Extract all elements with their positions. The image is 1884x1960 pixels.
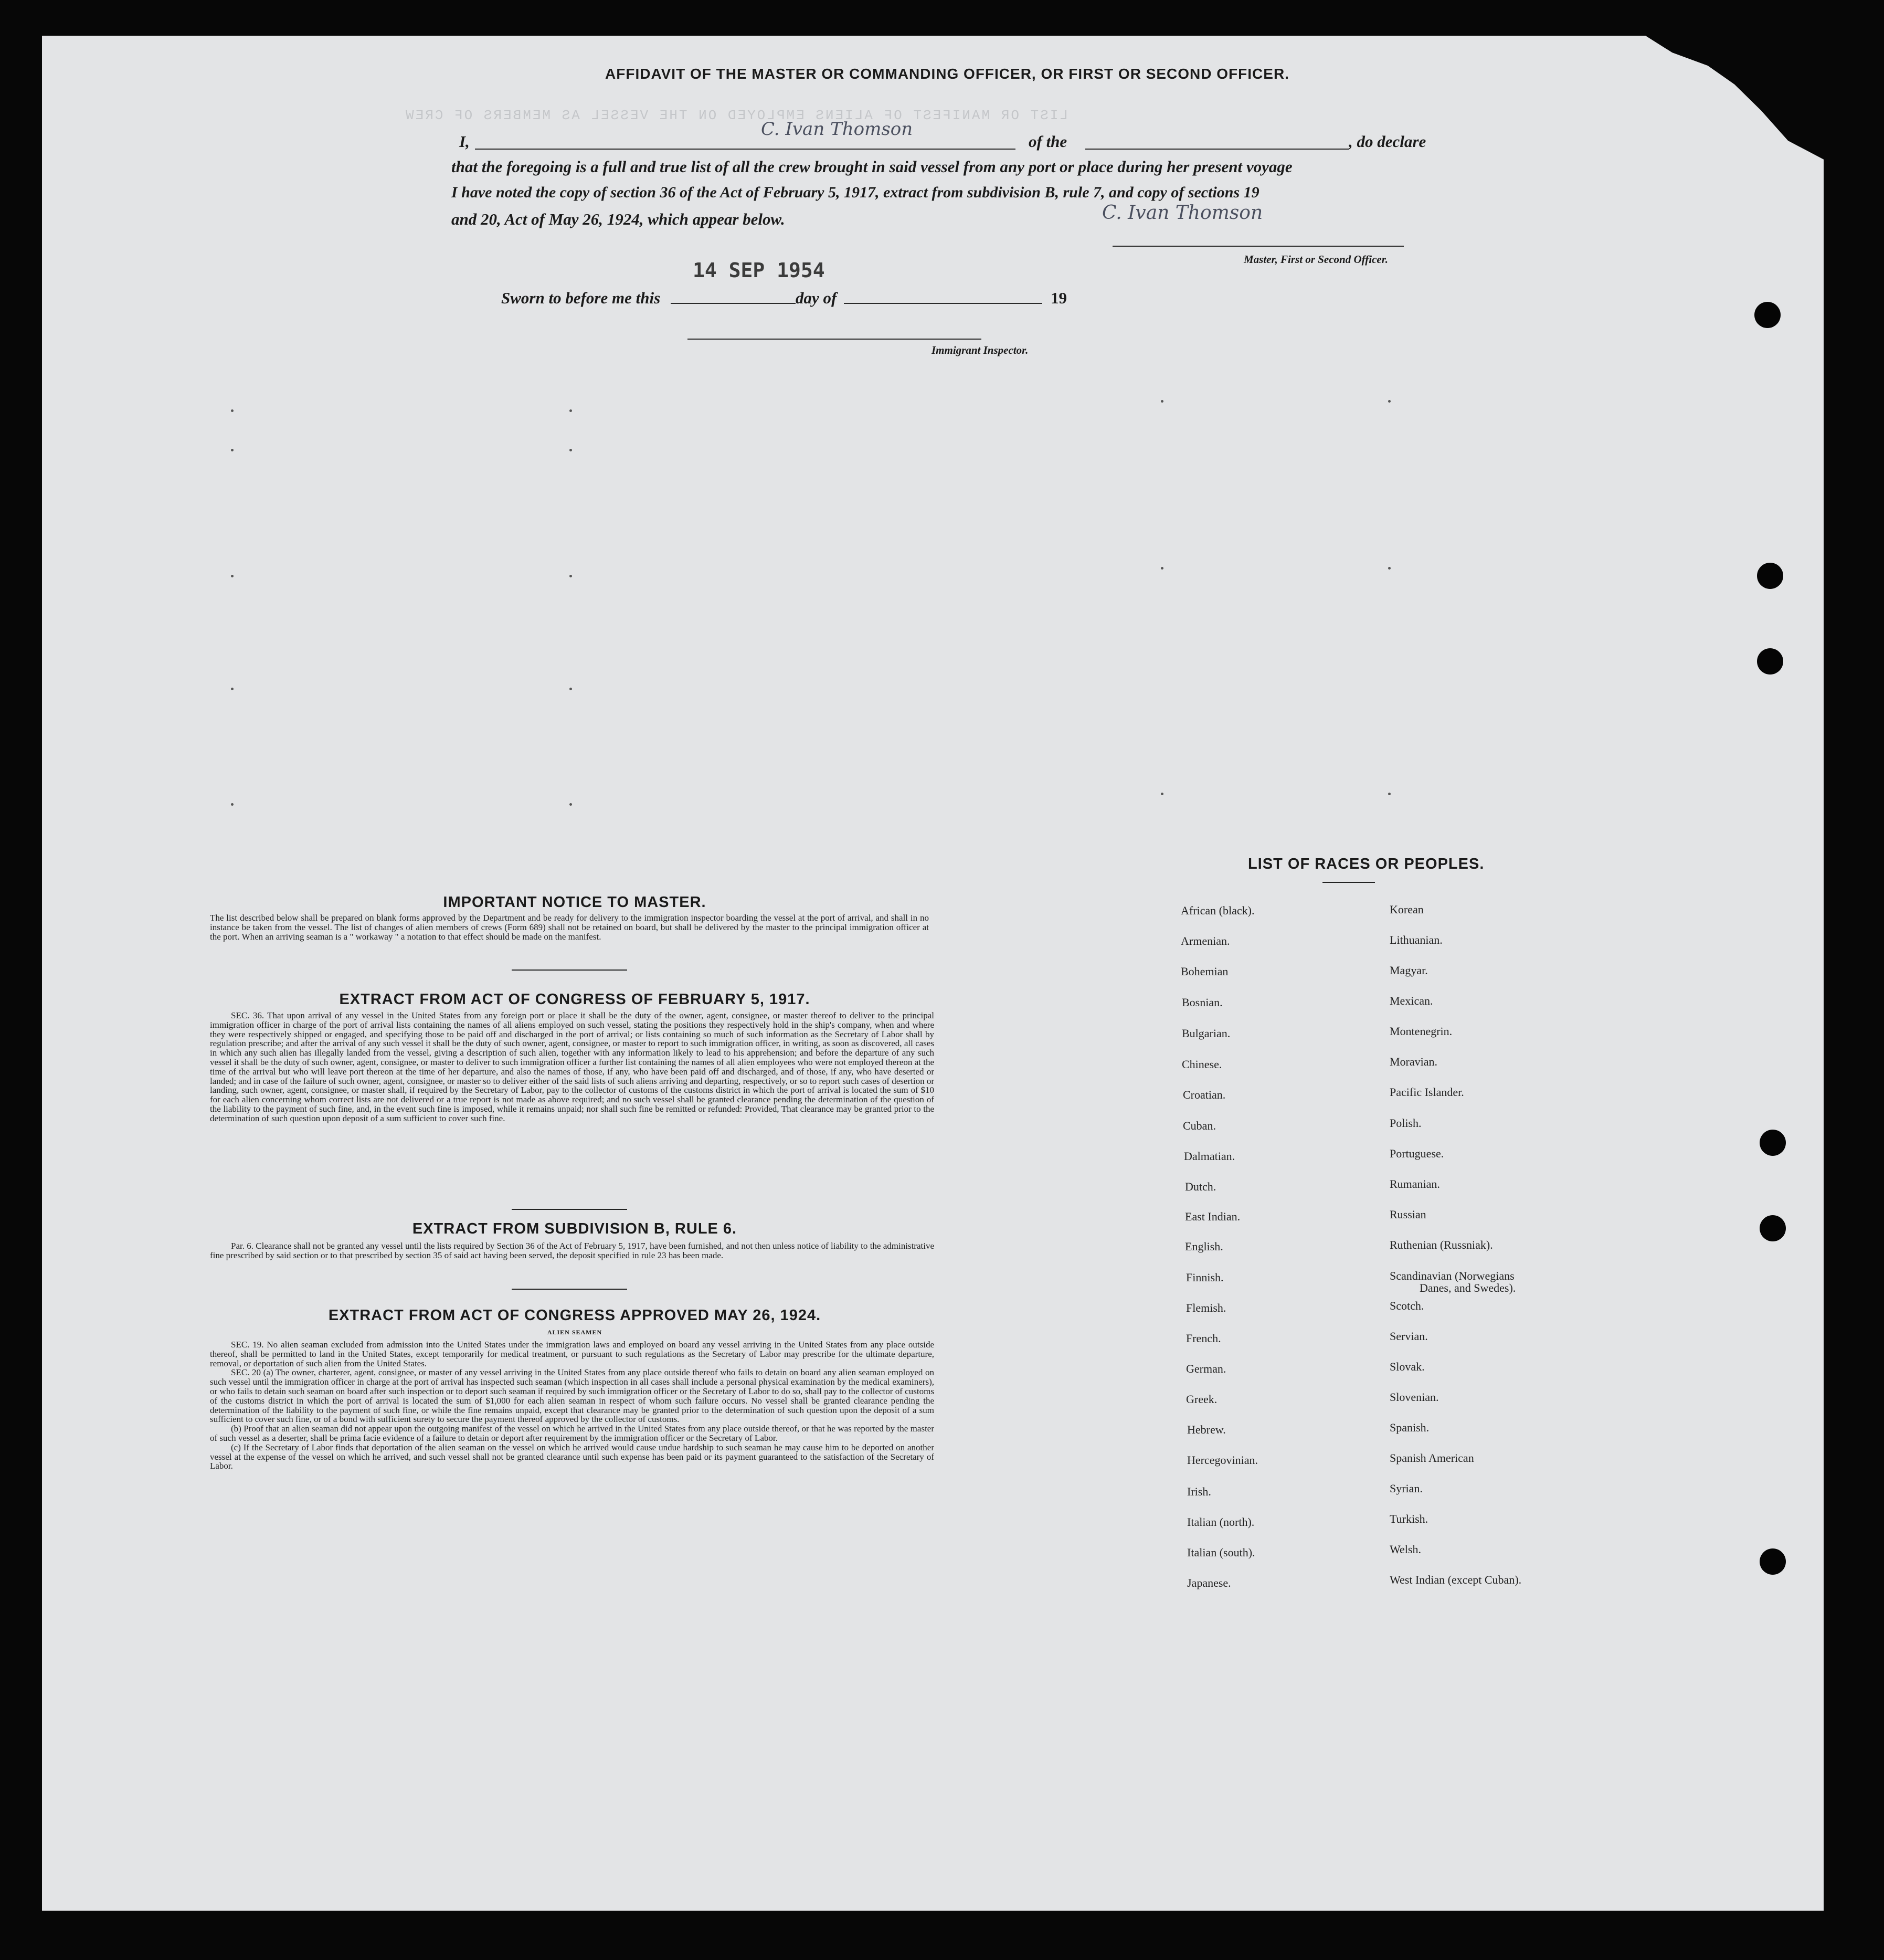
dot-mark bbox=[1161, 400, 1163, 403]
race-item: French. bbox=[1186, 1332, 1221, 1345]
race-item: Cuban. bbox=[1183, 1119, 1216, 1132]
race-item: Bosnian. bbox=[1182, 996, 1223, 1009]
dot-mark bbox=[231, 688, 234, 690]
name-blank-line bbox=[475, 149, 1015, 150]
divider bbox=[512, 970, 627, 971]
race-item: Mexican. bbox=[1390, 994, 1433, 1007]
race-item: Croatian. bbox=[1183, 1088, 1226, 1101]
races-title-underline bbox=[1322, 882, 1375, 883]
sec-19-text: SEC. 19. No alien seaman excluded from admission into the United States under the immigration laws and employed on board any vessel arriving in the United States from any place outside thereof, shall be permitted to land in the United States, except temporarily for medical treatment, or pursuant to such regulations as the Secretary of Labor may prescribe for the ultimate departure, removal, or deportation of such alien from the United States. bbox=[210, 1340, 934, 1368]
punch-hole bbox=[1754, 302, 1781, 328]
extract-rule6-text: Par. 6. Clearance shall not be granted any vessel until the lists required by Section 36 of the Act of February 5, 1917, have been furnished, and not then unless notice of liability to the administrative fine prescribed by said section or to that prescribed by section 35 of said act having been served, the deposit specified in rule 23 has been made. bbox=[210, 1241, 934, 1260]
race-item: Italian (north). bbox=[1187, 1515, 1255, 1529]
race-item: Russian bbox=[1390, 1208, 1426, 1221]
sworn-label: Sworn to before me this bbox=[501, 289, 661, 307]
vessel-blank-line bbox=[1085, 149, 1349, 150]
signer-title: Master, First or Second Officer. bbox=[1244, 253, 1388, 266]
dot-mark bbox=[231, 409, 234, 412]
race-item: Scandinavian (Norwegians bbox=[1390, 1269, 1515, 1282]
dot-mark bbox=[569, 409, 572, 412]
race-item: Syrian. bbox=[1390, 1482, 1423, 1495]
dot-mark bbox=[1388, 400, 1391, 403]
race-item: Ruthenian (Russniak). bbox=[1390, 1238, 1493, 1251]
race-item: Japanese. bbox=[1187, 1576, 1231, 1589]
date-stamp: 14 SEP 1954 bbox=[693, 259, 825, 282]
dot-mark bbox=[231, 575, 234, 577]
race-item: Servian. bbox=[1390, 1330, 1428, 1343]
race-item: Lithuanian. bbox=[1390, 933, 1443, 946]
race-item: English. bbox=[1185, 1240, 1223, 1253]
dot-mark bbox=[231, 803, 234, 806]
notice-title: IMPORTANT NOTICE TO MASTER. bbox=[443, 894, 706, 911]
signature-line bbox=[1113, 246, 1404, 247]
dot-mark bbox=[569, 575, 572, 577]
race-item: Finnish. bbox=[1186, 1271, 1224, 1284]
affidavit-body-line: I have noted the copy of section 36 of the Act of February 5, 1917, extract from subdivision B, rule 7, and copy of sections 19 bbox=[451, 184, 1259, 201]
race-item: Flemish. bbox=[1186, 1301, 1226, 1314]
race-item: Korean bbox=[1390, 903, 1424, 916]
race-item: Bulgarian. bbox=[1182, 1027, 1231, 1040]
officer-name-signature: C. Ivan Thomson bbox=[761, 119, 913, 140]
race-item: Rumanian. bbox=[1390, 1177, 1440, 1190]
race-item: German. bbox=[1186, 1362, 1226, 1375]
punch-hole bbox=[1760, 1215, 1786, 1241]
dot-mark bbox=[569, 449, 572, 451]
race-item: Greek. bbox=[1186, 1393, 1218, 1406]
signature: C. Ivan Thomson bbox=[1102, 202, 1263, 224]
document-page bbox=[42, 36, 1824, 1911]
extract-1917-text: SEC. 36. That upon arrival of any vessel in the United States from any foreign port or place it shall be the duty of the owner, agent, consignee, or master thereof to deliver to the principal immigration officer in charge of the port of arrival lists containing the names of all aliens employed on such vessel, stating the positions they respectively hold in the ship's company, when and where they were respectively shipped or engaged, and specifying those to be paid off and discharged in the port of arrival; or lists containing so much of such information as the Secretary of Labor shall by regulation prescribe; and after the arrival of any such vessel it shall be the duty of such owner, agent, consignee, or master to report to such immigration officer, in writing, as soon as discovered, all cases in which any such alien has illegally landed from the vessel, giving a description of such alien, together with any information likely to lead to his apprehension; and before the departure of any such vessel it shall be the duty of such owner, agent, consignee, or master to deliver to such immigration officer a further list containing the names of all alien employees who were not employed thereon at the time of the arrival but who will leave port thereon at the time of her departure, and also the names of those, if any, who have been paid off and discharged, and of those, if any, who have deserted or landed; and in case of the failure of such owner, agent, consignee, or master so to deliver either of the said lists of such aliens arriving and departing, respectively, or so to report such cases of desertion or landing, such owner, agent, consignee, or master shall, if required by the Secretary of Labor, pay to the collector of customs of the customs district in which the port of arrival is located the sum of $10 for each alien concerning whom correct lists are not delivered or a true report is not made as above required; and no such vessel shall be granted clearance pending the determination of the question of the liability to the payment of such fine, and, in the event such fine is imposed, while it remains unpaid; nor shall such fine be remitted or refunded: Provided, That clearance may be granted prior to the determination of such question upon deposit of a sum sufficient to cover such fine. bbox=[210, 1010, 934, 1123]
race-item: Magyar. bbox=[1390, 964, 1428, 977]
affidavit-do-declare-label: , do declare bbox=[1349, 132, 1426, 151]
notice-text: The list described below shall be prepared on blank forms approved by the Department and be ready for delivery to the immigration inspector boarding the vessel at the port of arrival, and shall in no instance be taken from the vessel. The list of changes of alien members of crews (Form 689) shall not be retained on board, but shall be delivered by the master to the principal immigration officer at the port. When an arriving seaman is a " workaway " a notation to that effect should be made on the manifest. bbox=[210, 913, 929, 942]
race-item: Welsh. bbox=[1390, 1543, 1421, 1556]
extract-rule6-title: EXTRACT FROM SUBDIVISION B, RULE 6. bbox=[412, 1220, 737, 1237]
dot-mark bbox=[1161, 793, 1163, 795]
race-item: East Indian. bbox=[1185, 1210, 1241, 1223]
sworn-year-label: 19 bbox=[1051, 289, 1067, 307]
extract-1924-title: EXTRACT FROM ACT OF CONGRESS APPROVED MAY 26, 1924. bbox=[328, 1307, 821, 1324]
affidavit-body-line: that the foregoing is a full and true list of all the crew brought in said vessel from any port or place during her present voyage bbox=[451, 157, 1293, 176]
race-item: Slovenian. bbox=[1390, 1390, 1439, 1404]
dot-mark bbox=[569, 803, 572, 806]
race-item: Chinese. bbox=[1182, 1058, 1222, 1071]
affidavit-body-line: and 20, Act of May 26, 1924, which appear below. bbox=[451, 210, 785, 228]
race-item: Danes, and Swedes). bbox=[1420, 1281, 1516, 1294]
dot-mark bbox=[231, 449, 234, 451]
race-item: Spanish. bbox=[1390, 1421, 1430, 1434]
punch-hole bbox=[1760, 1130, 1786, 1156]
race-item: Montenegrin. bbox=[1390, 1025, 1453, 1038]
race-item: Scotch. bbox=[1390, 1299, 1424, 1312]
dot-mark bbox=[569, 688, 572, 690]
race-item: Spanish American bbox=[1390, 1451, 1474, 1464]
sec-20b-text: (b) Proof that an alien seaman did not appear upon the outgoing manifest of the vessel on which he arrived in the United States from any place outside thereof, or that he was reported by the master of such vessel as a deserter, shall be prima facie evidence of a failure to detain or deport after requirement by the immigration officer or the Secretary of Labor. bbox=[210, 1424, 934, 1443]
extract-1924-subtitle: ALIEN SEAMEN bbox=[547, 1329, 602, 1336]
sec-20a-text: SEC. 20 (a) The owner, charterer, agent, consignee, or master of any vessel arriving in the United States from any place outside thereof who fails to detain on board any alien seaman employed on such vessel until the immigration officer in charge at the port of arrival has inspected such seaman (which inspection in all cases shall include a personal physical examination by the medical examiners), or who fails to detain such seaman on board after such inspection or to deport such seaman if required by such immigration officer or the Secretary of Labor to do so, shall pay to the collector of customs of the customs district in which the port of arrival is located the sum of $1,000 for each alien seaman in respect of whom such failure occurs. No vessel shall be granted clearance pending the determination of the liability to the payment of such fine, or while the fine remains unpaid, except that clearance may be granted prior to the determination of such question upon the deposit of a sum sufficient to cover such fine, or of a bond with sufficient surety to secure the payment thereof approved by the collector of customs. bbox=[210, 1367, 934, 1425]
inspector-title: Immigrant Inspector. bbox=[932, 344, 1029, 356]
sworn-month-line bbox=[844, 303, 1042, 304]
affidavit-title: AFFIDAVIT OF THE MASTER OR COMMANDING OFFICER, OR FIRST OR SECOND OFFICER. bbox=[605, 66, 1289, 82]
sec-20c-text: (c) If the Secretary of Labor finds that deportation of the alien seaman on the vessel on which he arrived would cause undue hardship to such seaman he may cause him to be deported on another vessel at the expense of the vessel on which he arrived, and such vessel shall not be granted clearance until such expense has been paid or its payment guaranteed to the satisfaction of the Secretary of Labor. bbox=[210, 1442, 934, 1471]
race-item: Turkish. bbox=[1390, 1512, 1428, 1525]
divider bbox=[512, 1209, 627, 1210]
affidavit-of-the-label: of the bbox=[1029, 132, 1067, 151]
bleed-through-heading: LIST OR MANIFEST OF ALIENS EMPLOYED ON THE VESSEL AS MEMBERS OF CREW bbox=[404, 108, 1068, 123]
race-item: Italian (south). bbox=[1187, 1546, 1255, 1559]
affidavit-i-label: I, bbox=[459, 132, 470, 151]
dot-mark bbox=[1388, 567, 1391, 570]
race-item: Moravian. bbox=[1390, 1055, 1438, 1068]
sworn-day-line bbox=[671, 303, 796, 304]
dot-mark bbox=[1388, 793, 1391, 795]
race-item: Armenian. bbox=[1181, 934, 1230, 947]
punch-hole bbox=[1757, 648, 1783, 675]
sworn-day-of-label: day of bbox=[796, 289, 837, 307]
extract-1924-text bbox=[210, 1340, 934, 1471]
inspector-signature-line bbox=[687, 339, 981, 340]
punch-hole bbox=[1760, 1548, 1786, 1575]
race-item: Pacific Islander. bbox=[1390, 1086, 1464, 1099]
race-item: Portuguese. bbox=[1390, 1147, 1444, 1160]
divider bbox=[512, 1289, 627, 1290]
races-title: LIST OF RACES OR PEOPLES. bbox=[1248, 856, 1485, 872]
race-item: Hebrew. bbox=[1187, 1423, 1226, 1436]
race-item: Dutch. bbox=[1185, 1180, 1216, 1193]
race-item: Hercegovinian. bbox=[1187, 1453, 1258, 1467]
extract-1917-title: EXTRACT FROM ACT OF CONGRESS OF FEBRUARY 5, 1917. bbox=[339, 991, 810, 1008]
race-item: Bohemian bbox=[1181, 965, 1229, 978]
race-item: Irish. bbox=[1187, 1485, 1211, 1498]
race-item: Slovak. bbox=[1390, 1360, 1425, 1373]
race-item: Dalmatian. bbox=[1184, 1150, 1235, 1163]
dot-mark bbox=[1161, 567, 1163, 570]
race-item: African (black). bbox=[1181, 904, 1255, 917]
race-item: Polish. bbox=[1390, 1116, 1422, 1130]
race-item: West Indian (except Cuban). bbox=[1390, 1573, 1522, 1586]
punch-hole bbox=[1757, 563, 1783, 589]
